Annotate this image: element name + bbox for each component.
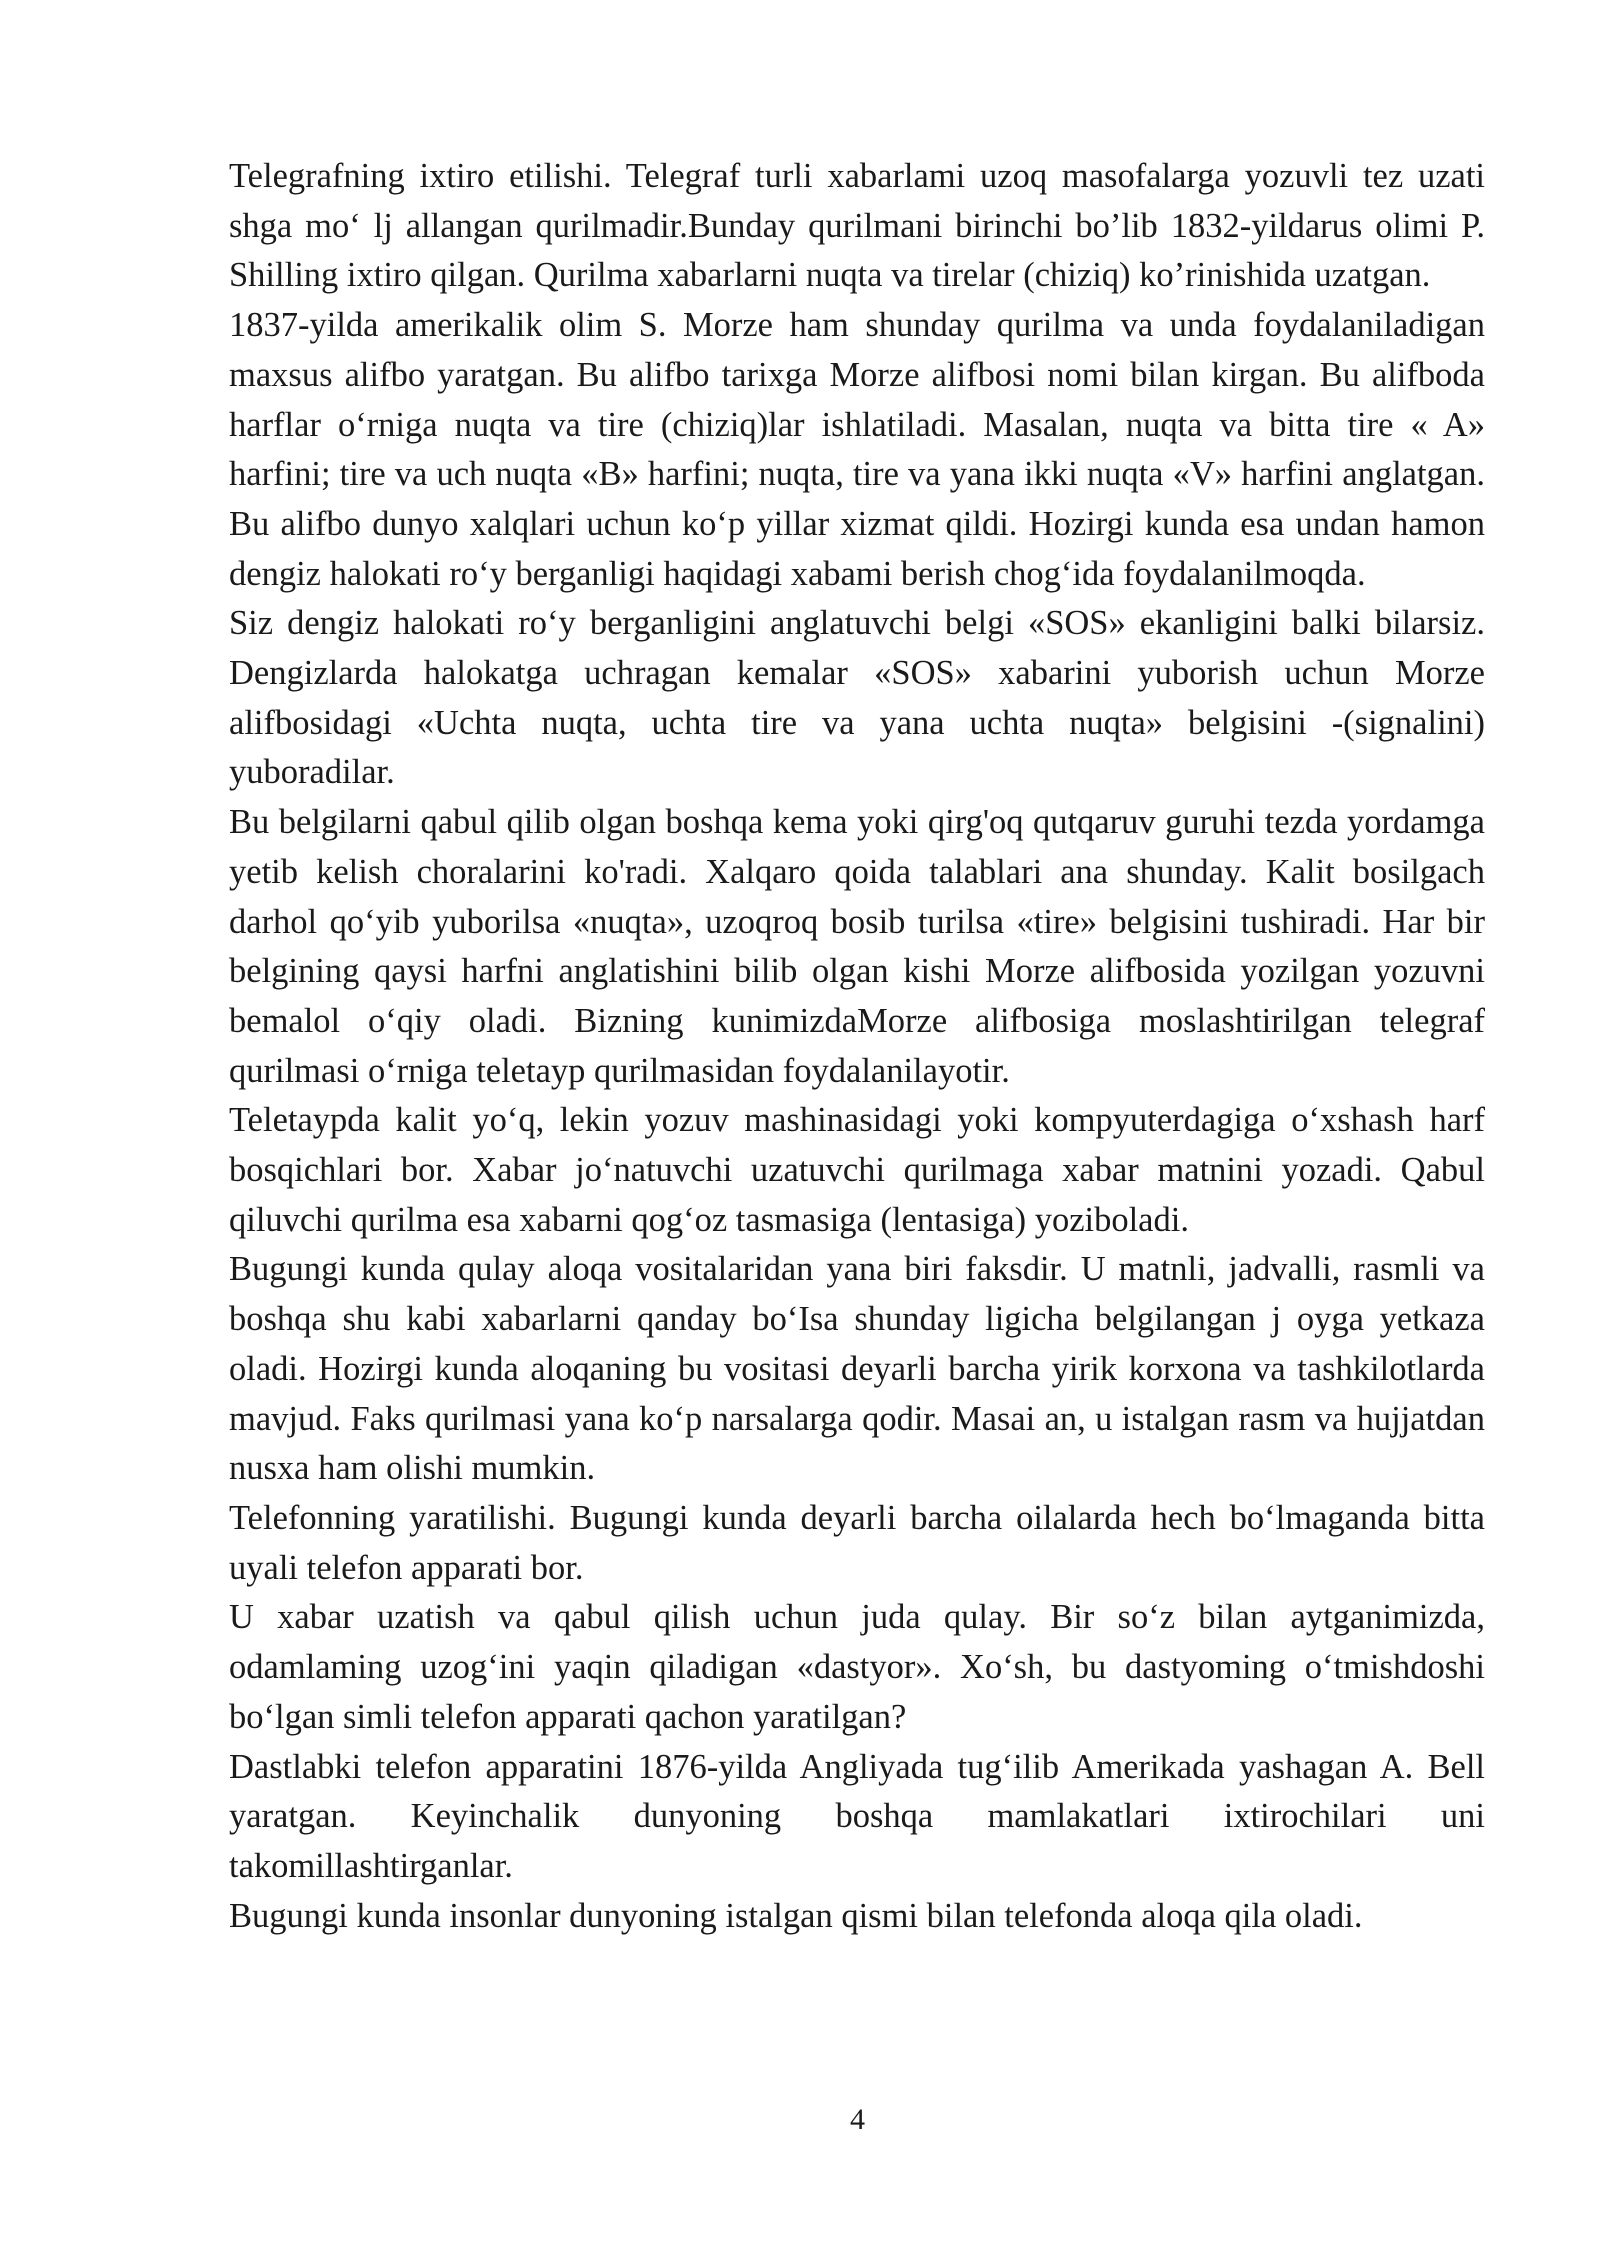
paragraph-worldwide-calls: Bugungi kunda insonlar dunyoning istalgan qismi bilan telefonda aloqa qila oladi. bbox=[229, 1896, 1363, 1935]
paragraph-bell: Dastlabki telefon apparatini 1876-yilda Angliyada tug‘ilib Amerikada yashagan A. Bell yaratgan. Keyinchalik dunyoning boshqa mamlakatlari ixtirochilari uni takomillashtirganlar. bbox=[229, 1747, 1485, 1885]
paragraph-telephone-assistant: U xabar uzatish va qabul qilish uchun juda qulay. Bir so‘z bilan aytganimizda, odamlaming uzog‘ini yaqin qiladigan «dastyor». Xo‘sh, bu dastyoming o‘tmishdoshi bo‘lgan simli telefon apparati qachon yaratilgan? bbox=[229, 1598, 1485, 1736]
paragraph-rescue-rules: Bu belgilarni qabul qilib olgan boshqa kema yoki qirg'oq qutqaruv guruhi tezda yordamga yetib kelish choralarini ko'radi. Xalqaro qoida talablari ana shunday. Kalit bosilgach darhol qo‘yib yuborilsa «nuqta», uzoqroq bosib turilsa «tire» belgisini tushiradi. Har bir belgining qaysi harfni anglatishini bilib olgan kishi Morze alifbosida yozilgan yozuvni bemalol o‘qiy oladi. Bizning kunimizdaMorze alifbosiga moslashtirilgan telegraf qurilmasi o‘rniga teletayp qurilmasidan foydalanilayotir. bbox=[229, 803, 1485, 1090]
body-text bbox=[229, 152, 1485, 1941]
paragraph-telephone-creation: Telefonning yaratilishi. Bugungi kunda deyarli barcha oilalarda hech bo‘lmaganda bitta uyali telefon apparati bor. bbox=[229, 1498, 1485, 1587]
paragraph-fax: Bugungi kunda qulay aloqa vositalaridan yana biri faksdir. U matnli, jadvalli, rasmli va boshqa shu kabi xabarlarni qanday bo‘Isa shunday ligicha belgilangan j oyga yetkaza oladi. Hozirgi kunda aloqaning bu vositasi deyarli barcha yirik korxona va tashkilotlarda mavjud. Faks qurilmasi yana ko‘p narsalarga qodir. Masai an, u istalgan rasm va hujjatdan nusxa ham olishi mumkin. bbox=[229, 1250, 1485, 1488]
paragraph-teletype: Teletaypda kalit yo‘q, lekin yozuv mashinasidagi yoki kompyuterdagiga o‘xshash harf bosqichlari bor. Xabar jo‘natuvchi uzatuvchi qurilmaga xabar matnini yozadi. Qabul qiluvchi qurilma esa xabarni qog‘oz tasmasiga (lentasiga) yoziboladi. bbox=[229, 1101, 1485, 1239]
page-number: 4 bbox=[850, 2103, 865, 2136]
paragraph-morse-alphabet: 1837-yilda amerikalik olim S. Morze ham shunday qurilma va unda foydalaniladigan maxsus alifbo yaratgan. Bu alifbo tarixga Morze alifbosi nomi bilan kirgan. Bu alifboda harflar o‘rniga nuqta va tire (chiziq)lar ishlatiladi. Masalan, nuqta va bitta tire « A» harfini; tire va uch nuqta «B» harfini; nuqta, tire va yana ikki nuqta «V» harfini anglatgan. Bu alifbo dunyo xalqlari uchun ko‘p yillar xizmat qildi. Hozirgi kunda esa undan hamon dengiz halokati ro‘y berganligi haqidagi xabami berish chog‘ida foydalanilmoqda. bbox=[229, 306, 1485, 593]
paragraph-telegraph-invention: Telegrafning ixtiro etilishi. Telegraf turli xabarlami uzoq masofalarga yozuvli tez uzati shga mo‘ lj allangan qurilmadir.Bunday qurilmani birinchi bo’lib 1832-yildarus olimi P. Shilling ixtiro qilgan. Qurilma xabarlarni nuqta va tirelar (chiziq) ko’rinishida uzatgan. bbox=[229, 157, 1485, 295]
paragraph-sos-signal: Siz dengiz halokati ro‘y berganligini anglatuvchi belgi «SOS» ekanligini balki bilarsiz. Dengizlarda halokatga uchragan kemalar «SOS» xabarini yuborish uchun Morze alifbosidagi «Uchta nuqta, uchta tire va yana uchta nuqta» belgisini -(signalini) yuboradilar. bbox=[229, 604, 1485, 792]
